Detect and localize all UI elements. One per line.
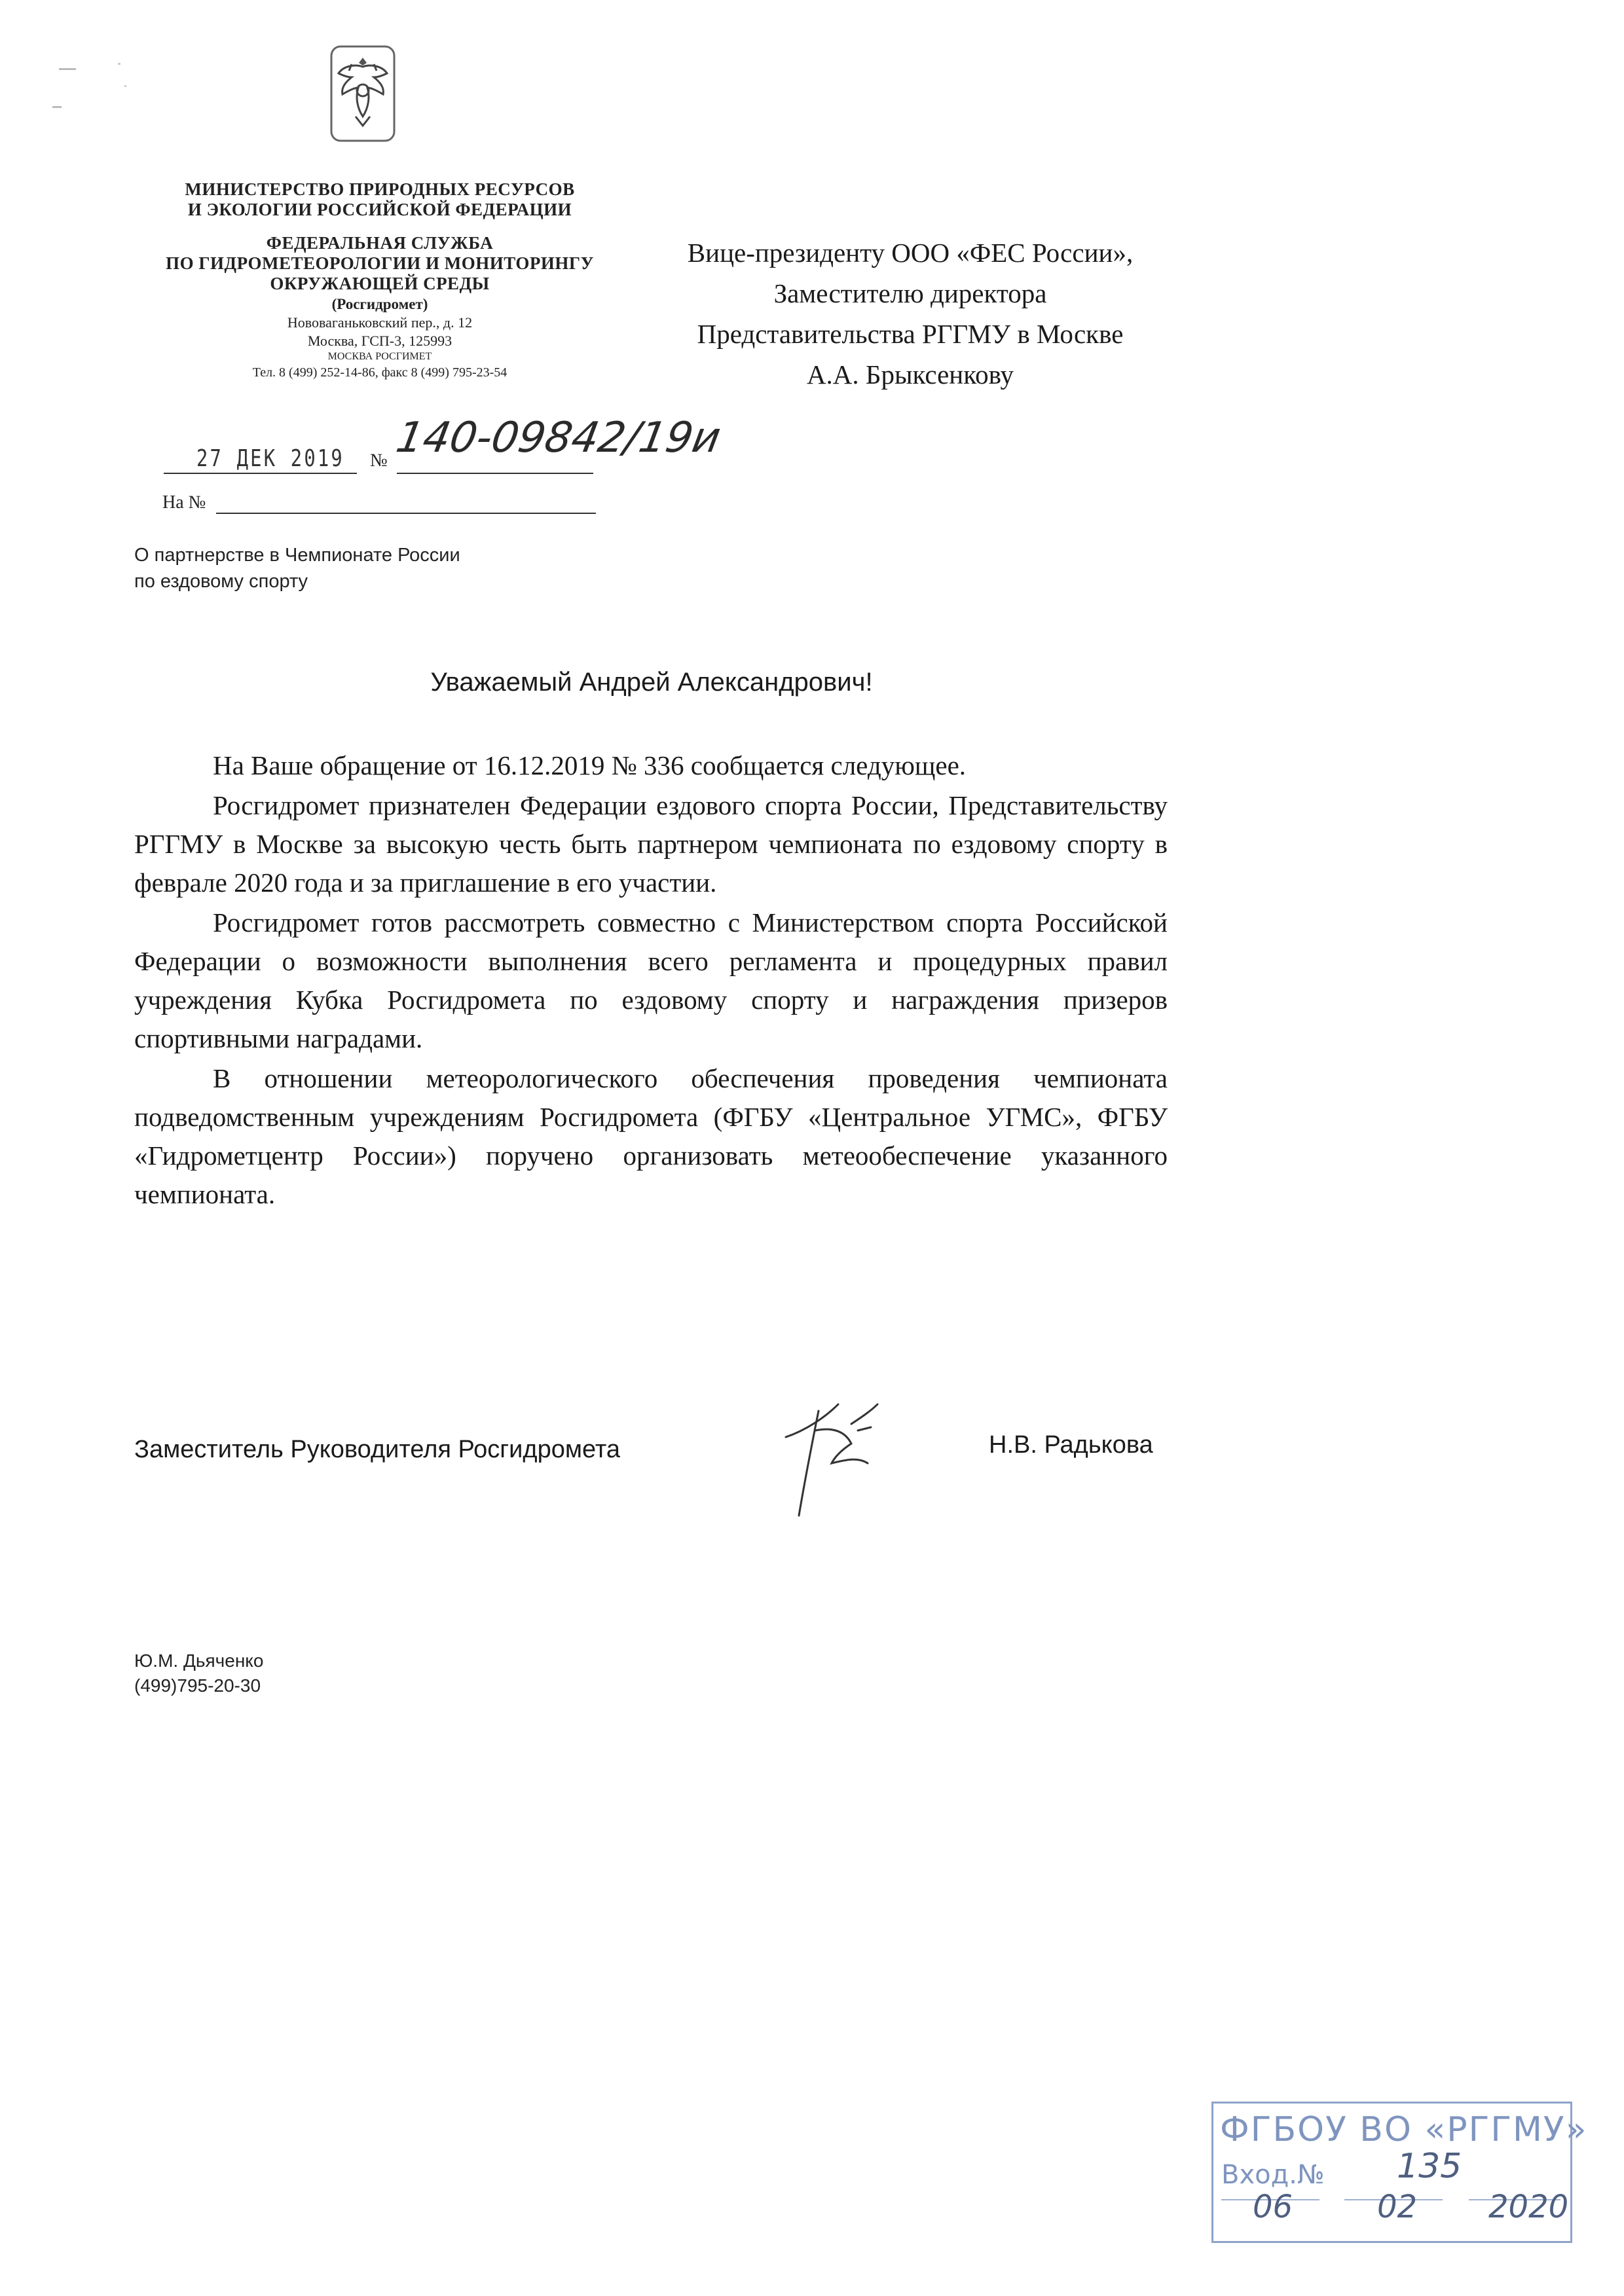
signatory-title: Заместитель Руководителя Росгидромета: [134, 1436, 620, 1463]
stamp-organization: ФГБОУ ВО «РГГМУ»: [1220, 2110, 1588, 2149]
incoming-registration-stamp: [1211, 2102, 1588, 2243]
address-street: Нововаганьковский пер., д. 12: [287, 314, 473, 331]
recipient-line4: А.А. Брыксенкову: [806, 359, 1014, 390]
executor-block: [134, 1649, 263, 1698]
stamp-day: 06: [1253, 2189, 1293, 2225]
subject-line1: О партнерстве в Чемпионате России: [134, 545, 460, 566]
number-underline: [397, 473, 593, 474]
recipient-line1: Вице-президенту ООО «ФЕС России»,: [687, 238, 1134, 268]
service-name: ФЕДЕРАЛЬНАЯ СЛУЖБА: [266, 233, 494, 253]
executor-name: Ю.М. Дьяченко: [134, 1650, 264, 1671]
body-paragraph-3: Росгидромет готов рассмотреть совместно с Министерством спорта Российской Федерации о возможности выполнения всего регламента и процедурных правил учреждения Кубка Росгидромета по ездовому спорту и награждения призеров спортивными наградами.: [134, 907, 1168, 1053]
recipient-block: [629, 232, 1192, 395]
letter-subject: [134, 542, 460, 594]
ministry-name-line2: И ЭКОЛОГИИ РОССИЙСКОЙ ФЕДЕРАЦИИ: [187, 200, 572, 219]
number-sign: №: [370, 450, 388, 471]
service-name-line2: ПО ГИДРОМЕТЕОРОЛОГИИ И МОНИТОРИНГУ: [166, 253, 594, 273]
recipient-line2: Заместителю директора: [773, 278, 1047, 308]
coat-of-arms-icon: [329, 45, 396, 143]
greeting: Уважаемый Андрей Александрович!: [430, 668, 873, 697]
reply-to-label: На №: [162, 492, 206, 513]
stamp-incoming-label: Вход.№: [1221, 2160, 1325, 2190]
letter-body: [134, 746, 1168, 1214]
service-name-line3: ОКРУЖАЮЩЕЙ СРЕДЫ: [270, 274, 490, 293]
telegraph-address: МОСКВА РОСГИМЕТ: [327, 351, 432, 362]
scan-specks: [46, 59, 177, 137]
body-paragraph-2: Росгидромет признателен Федерации ездового спорта России, Представительству РГГМУ в Москве за высокую честь быть партнером чемпионата по ездовому спорту в феврале 2020 года и за приглашение в его участии.: [134, 790, 1168, 898]
service-abbreviation: (Росгидромет): [331, 296, 428, 312]
registration-date: 27 ДЕК 2019: [196, 445, 344, 472]
recipient-line3: Представительства РГГМУ в Москве: [697, 319, 1124, 349]
stamp-incoming-number: 135: [1397, 2147, 1462, 2186]
address-city: Москва, ГСП-3, 125993: [307, 333, 452, 349]
registration-number: 140-09842/19и: [392, 414, 724, 462]
reply-to-underline: [216, 513, 596, 514]
executor-phone: (499)795-20-30: [134, 1675, 261, 1696]
ministry-name: МИНИСТЕРСТВО ПРИРОДНЫХ РЕСУРСОВ: [185, 179, 575, 199]
body-paragraph-4: В отношении метеорологического обеспечения проведения чемпионата подведомственным учреждениям Росгидромета (ФГБУ «Центральное УГМС», ФГБУ «Гидрометцентр России») поручено организовать метеообеспечение указанного чемпионата.: [134, 1063, 1168, 1209]
stamp-year: 2020: [1488, 2189, 1569, 2225]
body-paragraph-1: На Ваше обращение от 16.12.2019 № 336 сообщается следующее.: [213, 750, 967, 780]
stamp-month: 02: [1377, 2189, 1418, 2225]
subject-line2: по ездовому спорту: [134, 571, 308, 592]
signatory-name: Н.В. Радькова: [989, 1431, 1153, 1459]
handwritten-signature: [779, 1391, 884, 1522]
phone-fax: Тел. 8 (499) 252-14-86, факс 8 (499) 795-23-54: [252, 365, 507, 380]
date-underline: [164, 473, 357, 474]
letterhead: [141, 179, 619, 382]
